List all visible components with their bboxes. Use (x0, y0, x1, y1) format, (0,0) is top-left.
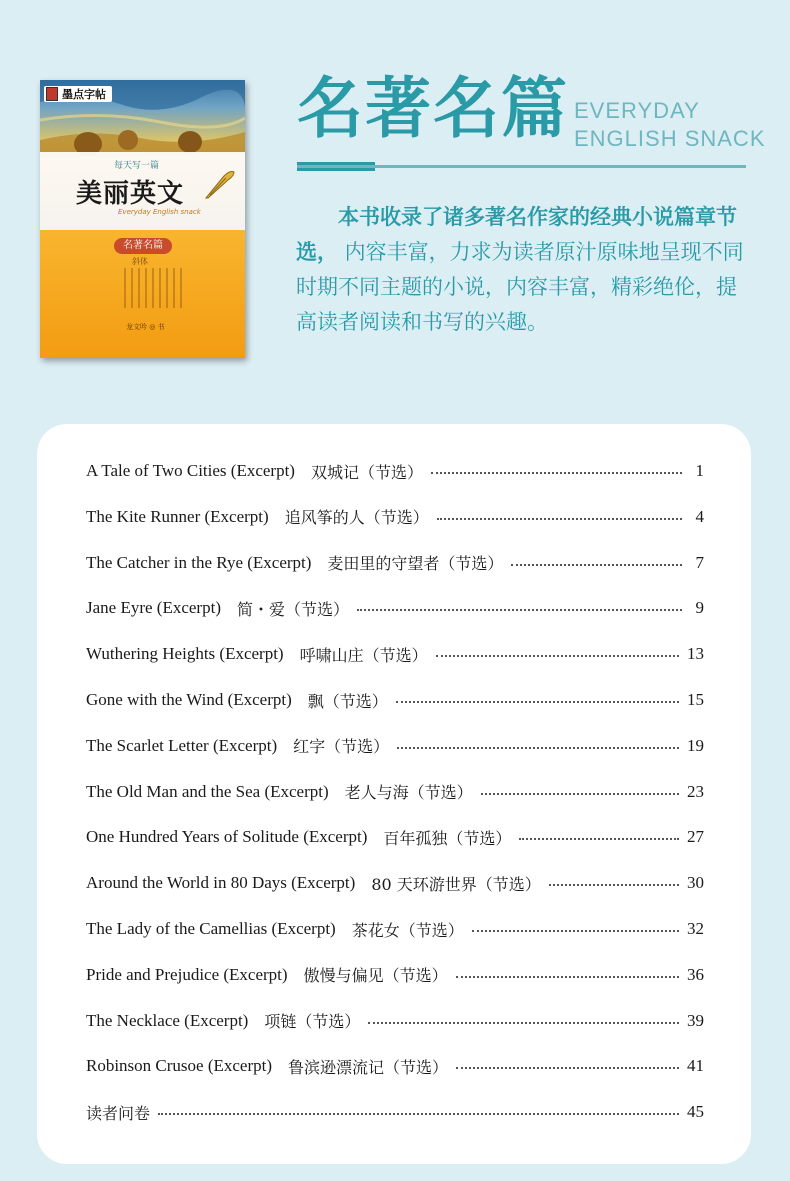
toc-entry[interactable] (86, 1007, 704, 1035)
toc-page-number: 39 (687, 1010, 704, 1030)
book-cover (40, 80, 245, 358)
toc-english-title: Gone with the Wind (Excerpt) (86, 690, 292, 709)
toc-page-number: 27 (687, 827, 704, 847)
cover-author: 龙文吟 ◎ 书 (126, 323, 165, 331)
toc-chinese-title: 老人与海（节选） (344, 783, 473, 803)
toc-page-number: 23 (687, 781, 704, 801)
toc-english-title: Around the World in 80 Days (Excerpt) (86, 873, 356, 893)
toc-leader-dots (472, 930, 679, 932)
toc-entry[interactable] (86, 503, 704, 531)
toc-entry[interactable] (86, 961, 704, 989)
toc-leader-dots (158, 1113, 679, 1115)
toc-chinese-title: 飘（节选） (307, 691, 388, 711)
toc-chinese-title: 80 天环游世界（节选） (371, 874, 541, 894)
toc-entry[interactable] (86, 549, 704, 577)
cover-tagline: 每天写一篇 (114, 161, 160, 171)
toc-chinese-title: 百年孤独（节选） (383, 828, 512, 848)
toc-leader-dots (368, 1022, 679, 1024)
toc-english-title: The Scarlet Letter (Excerpt) (86, 735, 278, 755)
toc-chinese-title: 傲慢与偏见（节选） (303, 966, 448, 986)
book-description (296, 200, 750, 340)
toc-page-number: 19 (687, 735, 704, 755)
toc-english-title: One Hundred Years of Solitude (Excerpt) (86, 827, 368, 847)
toc-chinese-title: 项链（节选） (264, 1012, 361, 1032)
toc-entry[interactable] (86, 778, 704, 806)
toc-english-title: The Lady of the Camellias (Excerpt) (86, 919, 336, 938)
toc-entry[interactable] (86, 686, 704, 714)
toc-leader-dots (549, 884, 679, 886)
cover-badge: 名著名篇 (114, 238, 172, 254)
toc-leader-dots (357, 609, 682, 611)
toc-english-title: The Necklace (Excerpt) (86, 1010, 249, 1030)
toc-entry[interactable] (86, 1052, 704, 1080)
english-subtitle-line2: ENGLISH SNACK (574, 126, 766, 151)
toc-leader-dots (519, 838, 679, 840)
toc-entry[interactable] (86, 869, 704, 897)
toc-entry[interactable] (86, 915, 704, 943)
toc-chinese-title: 呼啸山庄（节选） (299, 645, 428, 665)
toc-page-number: 1 (695, 461, 704, 480)
toc-english-title: A Tale of Two Cities (Excerpt) (86, 461, 295, 480)
cover-edition: 斜体 (132, 257, 148, 266)
toc-leader-dots (431, 472, 682, 474)
toc-english-title: The Kite Runner (Excerpt) (86, 506, 269, 526)
toc-page-number: 13 (687, 644, 704, 664)
toc-page-number: 4 (695, 506, 704, 526)
toc-entry[interactable] (86, 640, 704, 668)
toc-leader-dots (397, 747, 679, 749)
toc-leader-dots (511, 564, 682, 566)
toc-page-number: 32 (687, 919, 704, 938)
toc-chinese-title: 双城记（节选） (310, 462, 423, 482)
toc-page-number: 41 (687, 1056, 704, 1076)
toc-english-title: Pride and Prejudice (Excerpt) (86, 964, 288, 984)
toc-leader-dots (456, 1067, 679, 1069)
toc-english-title: The Old Man and the Sea (Excerpt) (86, 781, 329, 801)
toc-page-number: 30 (687, 873, 704, 893)
pen-nib-icon (204, 168, 236, 200)
toc-chinese-title: 简・爱（节选） (236, 599, 349, 619)
toc-leader-dots (481, 793, 679, 795)
toc-chinese-title: 读者问卷 (86, 1103, 151, 1123)
toc-page-number: 7 (695, 552, 704, 572)
toc-page-number: 45 (687, 1102, 704, 1122)
toc-page-number: 15 (687, 690, 704, 709)
description-text: 内容丰富，力求为读者原汁原味地呈现不同时期不同主题的小说，内容丰富，精彩绝伦，提高读者阅读和书写的兴趣。 (296, 240, 744, 334)
toc-entry[interactable] (86, 594, 704, 622)
toc-leader-dots (436, 655, 679, 657)
toc-chinese-title: 鲁滨逊漂流记（节选） (288, 1057, 449, 1077)
cover-subscript: Everyday English snack (118, 208, 201, 216)
toc-entry[interactable] (86, 823, 704, 851)
toc-english-title: Wuthering Heights (Excerpt) (86, 644, 284, 664)
toc-english-title: Jane Eyre (Excerpt) (86, 598, 221, 618)
toc-entry[interactable] (86, 457, 704, 485)
brand-logo-icon (46, 87, 58, 101)
toc-entry[interactable] (86, 1098, 704, 1126)
toc-page-number: 9 (695, 598, 704, 618)
toc-english-title: Robinson Crusoe (Excerpt) (86, 1056, 273, 1076)
toc-chinese-title: 麦田里的守望者（节选） (327, 554, 504, 574)
toc-leader-dots (437, 518, 682, 520)
toc-page-number: 36 (687, 964, 704, 984)
toc-english-title: The Catcher in the Rye (Excerpt) (86, 552, 312, 572)
cover-vertical-text (124, 268, 184, 308)
toc-leader-dots (396, 701, 679, 703)
toc-chinese-title: 红字（节选） (293, 737, 390, 757)
toc-chinese-title: 茶花女（节选） (351, 920, 464, 940)
toc-chinese-title: 追风筝的人（节选） (284, 508, 429, 528)
toc-entry[interactable] (86, 732, 704, 760)
title-underline (297, 165, 746, 168)
description-highlight: 本书收录了诸多著名作家的经典小说篇章节选， (296, 205, 737, 264)
toc-leader-dots (456, 976, 679, 978)
cover-brand: 墨点字帖 (44, 86, 112, 102)
page-title: 名著名篇 (297, 70, 569, 147)
cover-title: 美丽英文 (76, 179, 185, 209)
english-subtitle-line1: EVERYDAY (574, 98, 700, 123)
